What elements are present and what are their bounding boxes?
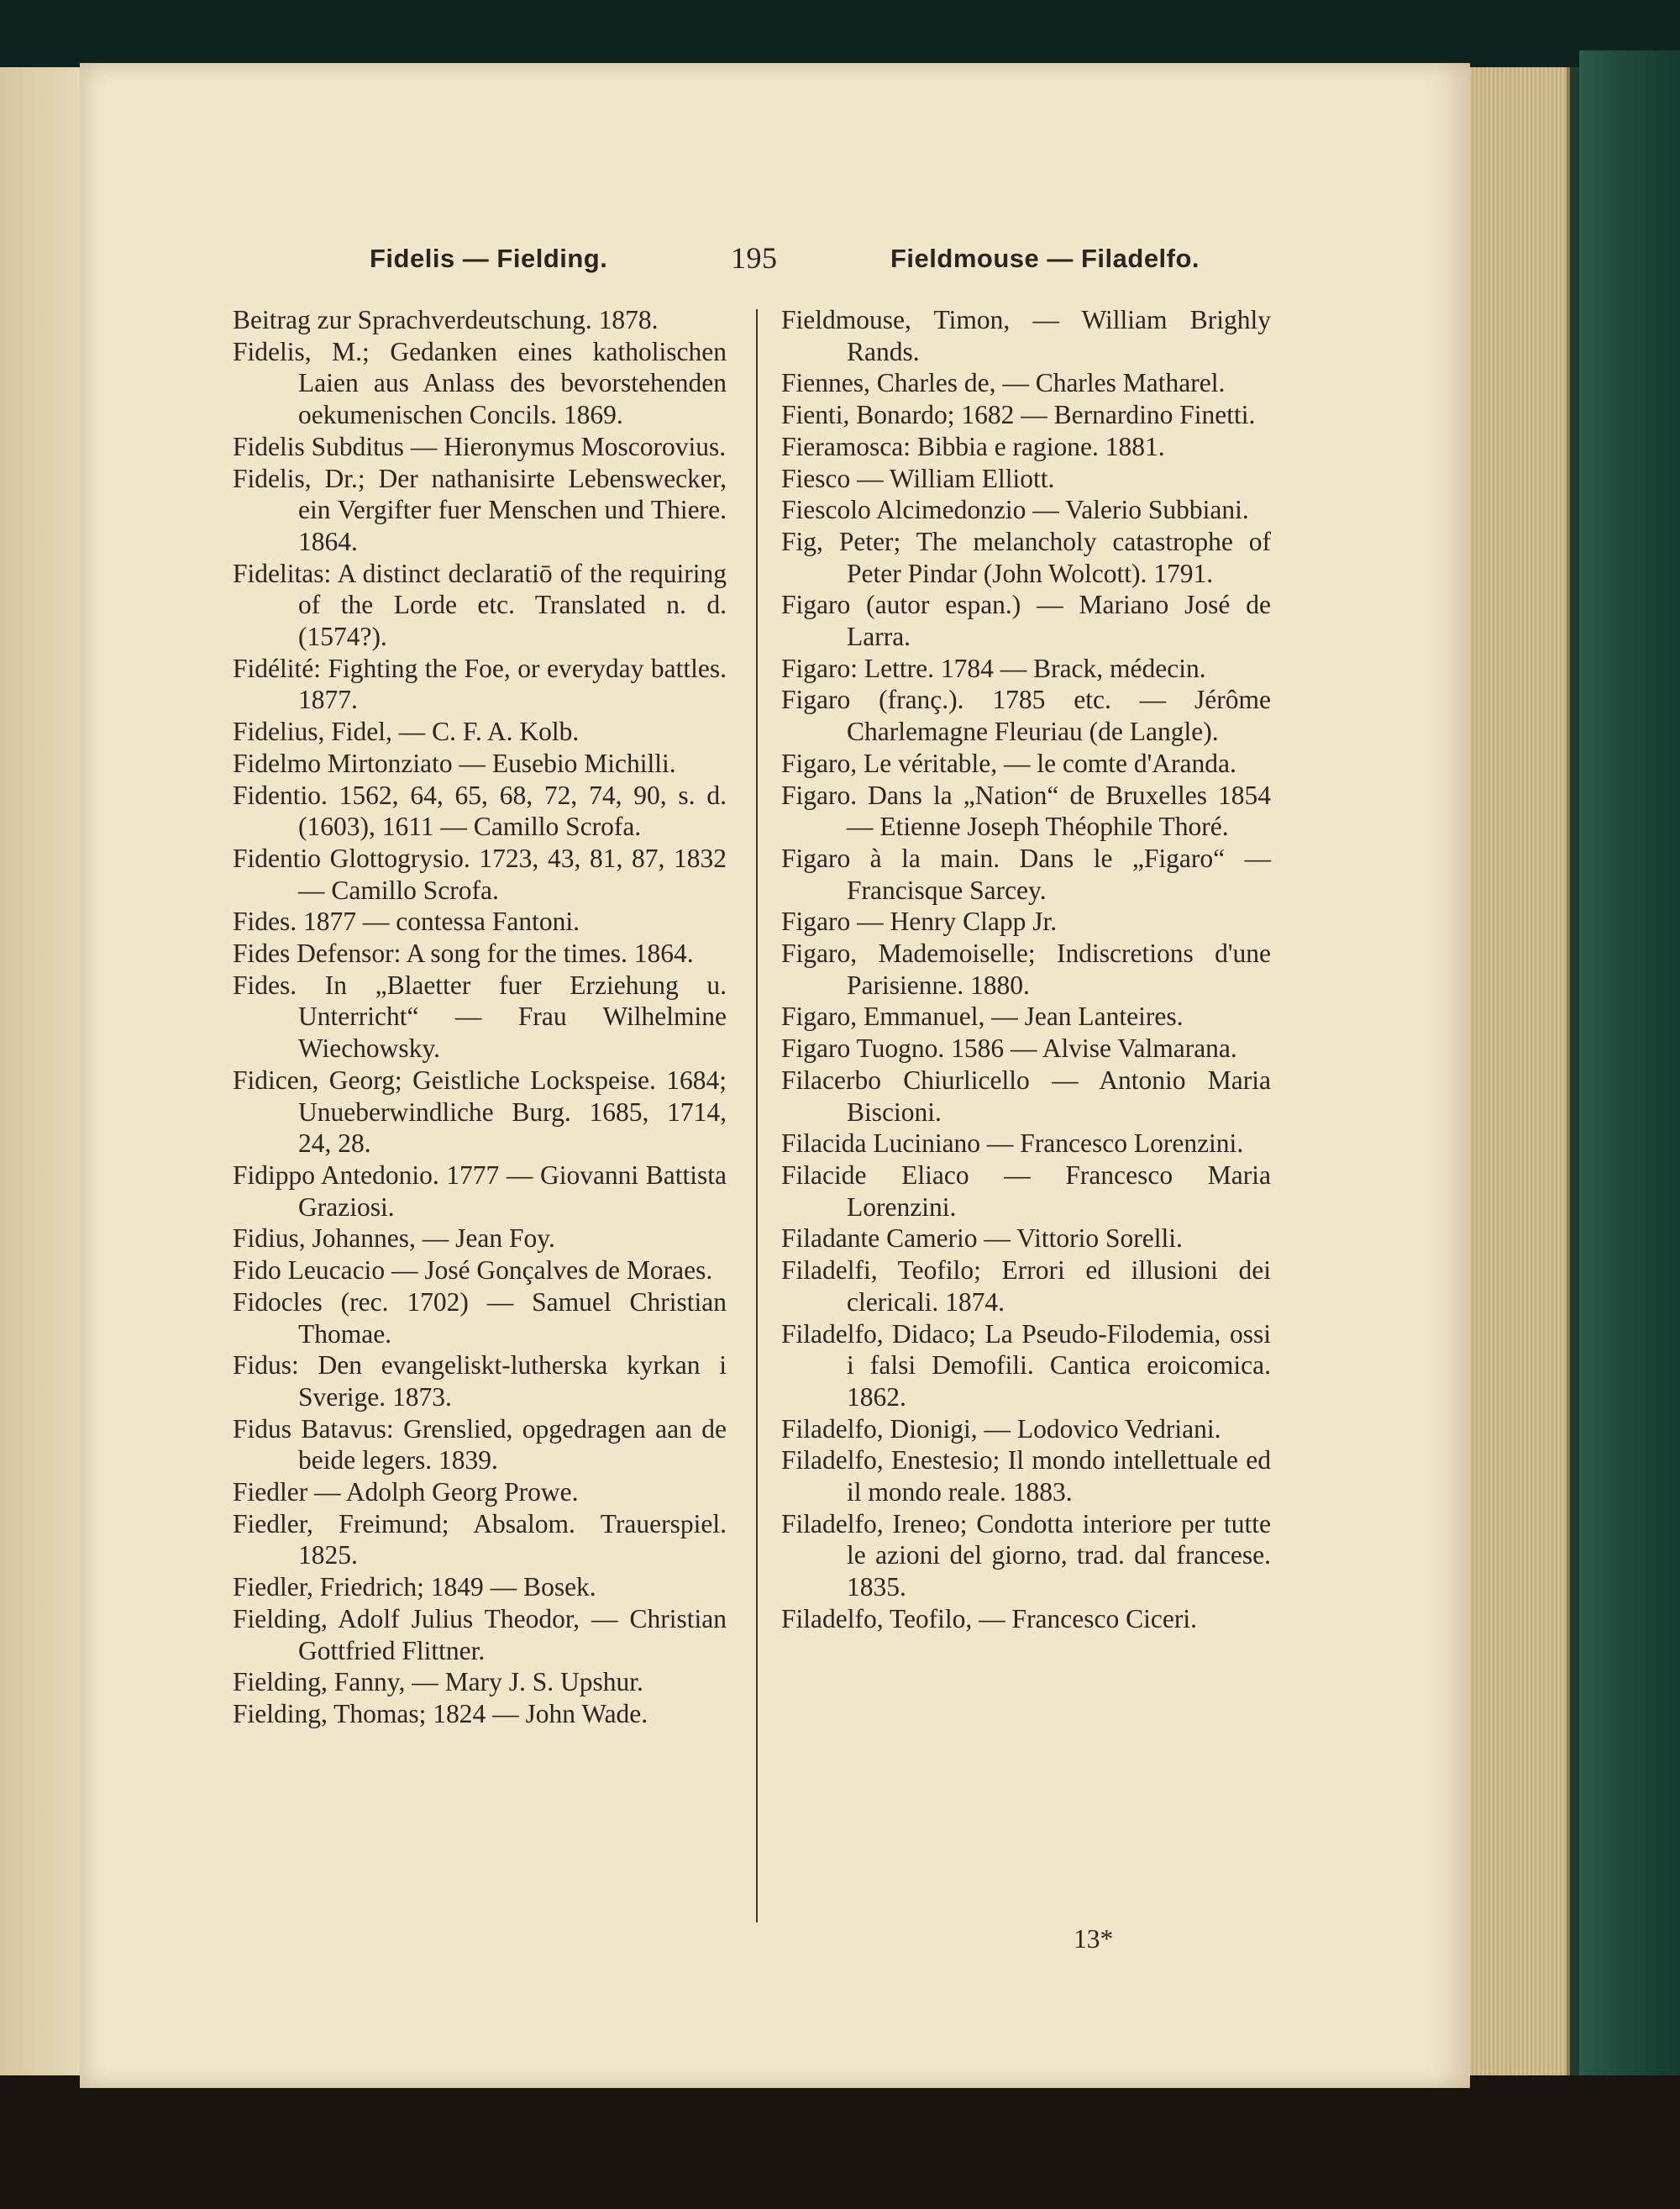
background-bottom	[0, 2075, 1680, 2209]
index-entry: Figaro (autor espan.) — Mariano José de Larra.	[781, 590, 1271, 652]
running-header-right: Fieldmouse — Filadelfo.	[890, 244, 1200, 273]
index-entry: Fidelis, Dr.; Der nathanisirte Lebenswecker, ein Vergifter fuer Menschen und Thiere. 1864.	[233, 463, 727, 556]
signature-mark: 13*	[1074, 1924, 1114, 1954]
index-entry: Fidelmo Mirtonziato — Eusebio Michilli.	[233, 748, 676, 778]
index-entry: Fidocles (rec. 1702) — Samuel Christian Thomae.	[233, 1286, 727, 1349]
index-entry: Filadelfi, Teofilo; Errori ed illusioni dei clericali. 1874.	[781, 1255, 1271, 1317]
index-entry: Fides. In „Blaetter fuer Erziehung u. Unterricht“ — Frau Wilhelmine Wiechowsky.	[233, 970, 727, 1064]
index-entry: Filacide Eliaco — Francesco Maria Lorenzini.	[781, 1160, 1271, 1222]
index-entry: Figaro, Mademoiselle; Indiscretions d'une Parisienne. 1880.	[781, 939, 1271, 1000]
background-top	[0, 0, 1680, 67]
index-entry: Filadelfo, Ireneo; Condotta interiore per tutte le azioni del giorno, trad. dal francese. 1835.	[781, 1508, 1271, 1602]
index-entry: Fielding, Thomas; 1824 — John Wade.	[233, 1698, 648, 1728]
index-entry: Fides Defensor: A song for the times. 1864.	[233, 939, 694, 969]
index-entry: Fidicen, Georg; Geistliche Lockspeise. 1684; Unueberwindliche Burg. 1685, 1714, 24, 28.	[233, 1065, 727, 1159]
index-entry: Fieldmouse, Timon, — William Brighly Rands.	[781, 305, 1271, 366]
index-entry: Filadelfo, Dionigi, — Lodovico Vedriani.	[781, 1413, 1221, 1444]
index-entry: Fidius, Johannes, — Jean Foy.	[233, 1223, 555, 1254]
index-entry: Fiesco — William Elliott.	[781, 463, 1055, 493]
index-entry: Figaro, Emmanuel, — Jean Lanteires.	[781, 1002, 1184, 1032]
index-entry: Fiedler, Friedrich; 1849 — Bosek.	[233, 1572, 596, 1602]
index-entry: Fidelis, M.; Gedanken eines katholischen Laien aus Anlass des bevorstehenden oekumenischen Concils. 1869.	[233, 336, 727, 430]
index-entry: Filacerbo Chiurlicello — Antonio Maria Biscioni.	[781, 1065, 1271, 1127]
index-entry: Fidelius, Fidel, — C. F. A. Kolb.	[233, 717, 580, 747]
index-entry: Fidus Batavus: Grenslied, opgedragen aan de beide legers. 1839.	[233, 1413, 727, 1475]
right-column	[781, 304, 1271, 1635]
running-header-left: Fidelis — Fielding.	[370, 244, 608, 273]
index-entry: Fido Leucacio — José Gonçalves de Moraes.	[233, 1255, 713, 1286]
index-entry: Fig, Peter; The melancholy catastrophe of Peter Pindar (John Wolcott). 1791.	[781, 526, 1271, 588]
index-entry: Filadelfo, Teofilo, — Francesco Ciceri.	[781, 1603, 1197, 1633]
index-entry: Filadante Camerio — Vittorio Sorelli.	[781, 1223, 1183, 1254]
index-entry: Fidélité: Fighting the Foe, or everyday battles. 1877.	[233, 653, 727, 715]
index-entry: Fieramosca: Bibbia e ragione. 1881.	[781, 431, 1165, 461]
index-entry: Fiennes, Charles de, — Charles Matharel.	[781, 368, 1226, 398]
left-column	[233, 304, 727, 1730]
index-entry: Fidus: Den evangeliskt-lutherska kyrkan i Sverige. 1873.	[233, 1350, 727, 1412]
index-entry: Fidippo Antedonio. 1777 — Giovanni Battista Graziosi.	[233, 1160, 727, 1222]
index-entry: Filacida Luciniano — Francesco Lorenzini.	[781, 1128, 1244, 1159]
index-entry: Fiedler, Freimund; Absalom. Trauerspiel. 1825.	[233, 1508, 727, 1570]
index-entry: Fienti, Bonardo; 1682 — Bernardino Finetti.	[781, 400, 1256, 430]
book-cover-edge	[1579, 50, 1680, 2101]
index-entry: Figaro, Le véritable, — le comte d'Aranda.	[781, 748, 1236, 778]
index-entry: Figaro Tuogno. 1586 — Alvise Valmarana.	[781, 1033, 1237, 1064]
column-divider	[756, 309, 758, 1922]
index-entry: Figaro (franç.). 1785 etc. — Jérôme Charlemagne Fleuriau (de Langle).	[781, 685, 1271, 747]
index-entry: Figaro à la main. Dans le „Figaro“ — Francisque Sarcey.	[781, 843, 1271, 905]
index-entry: Fiedler — Adolph Georg Prowe.	[233, 1477, 579, 1507]
index-entry: Figaro: Lettre. 1784 — Brack, médecin.	[781, 653, 1206, 683]
index-entry: Beitrag zur Sprachverdeutschung. 1878.	[233, 305, 659, 334]
index-entry: Filadelfo, Enestesio; Il mondo intellettuale ed il mondo reale. 1883.	[781, 1445, 1271, 1507]
page-edges	[1466, 67, 1570, 2084]
index-entry: Fidelis Subditus — Hieronymus Moscorovius.	[233, 431, 727, 461]
index-entry: Fidelitas: A distinct declaratiō of the requiring of the Lorde etc. Translated n. d. (1574?).	[233, 558, 727, 652]
index-entry: Fielding, Adolf Julius Theodor, — Christian Gottfried Flittner.	[233, 1603, 727, 1665]
index-entry: Figaro — Henry Clapp Jr.	[781, 907, 1058, 937]
index-entry: Fidentio Glottogrysio. 1723, 43, 81, 87, 1832 — Camillo Scrofa.	[233, 843, 727, 905]
index-entry: Fides. 1877 — contessa Fantoni.	[233, 907, 580, 937]
index-entry: Figaro. Dans la „Nation“ de Bruxelles 1854 — Etienne Joseph Théophile Thoré.	[781, 780, 1271, 842]
index-entry: Fiescolo Alcimedonzio — Valerio Subbiani.	[781, 495, 1249, 525]
previous-page-edge	[0, 67, 80, 2092]
index-entry: Filadelfo, Didaco; La Pseudo-Filodemia, ossi i falsi Demofili. Cantica eroicomica. 1862.	[781, 1318, 1271, 1412]
index-entry: Fielding, Fanny, — Mary J. S. Upshur.	[233, 1667, 643, 1697]
page-number: 195	[731, 241, 778, 275]
index-entry: Fidentio. 1562, 64, 65, 68, 72, 74, 90, s. d. (1603), 1611 — Camillo Scrofa.	[233, 780, 727, 842]
